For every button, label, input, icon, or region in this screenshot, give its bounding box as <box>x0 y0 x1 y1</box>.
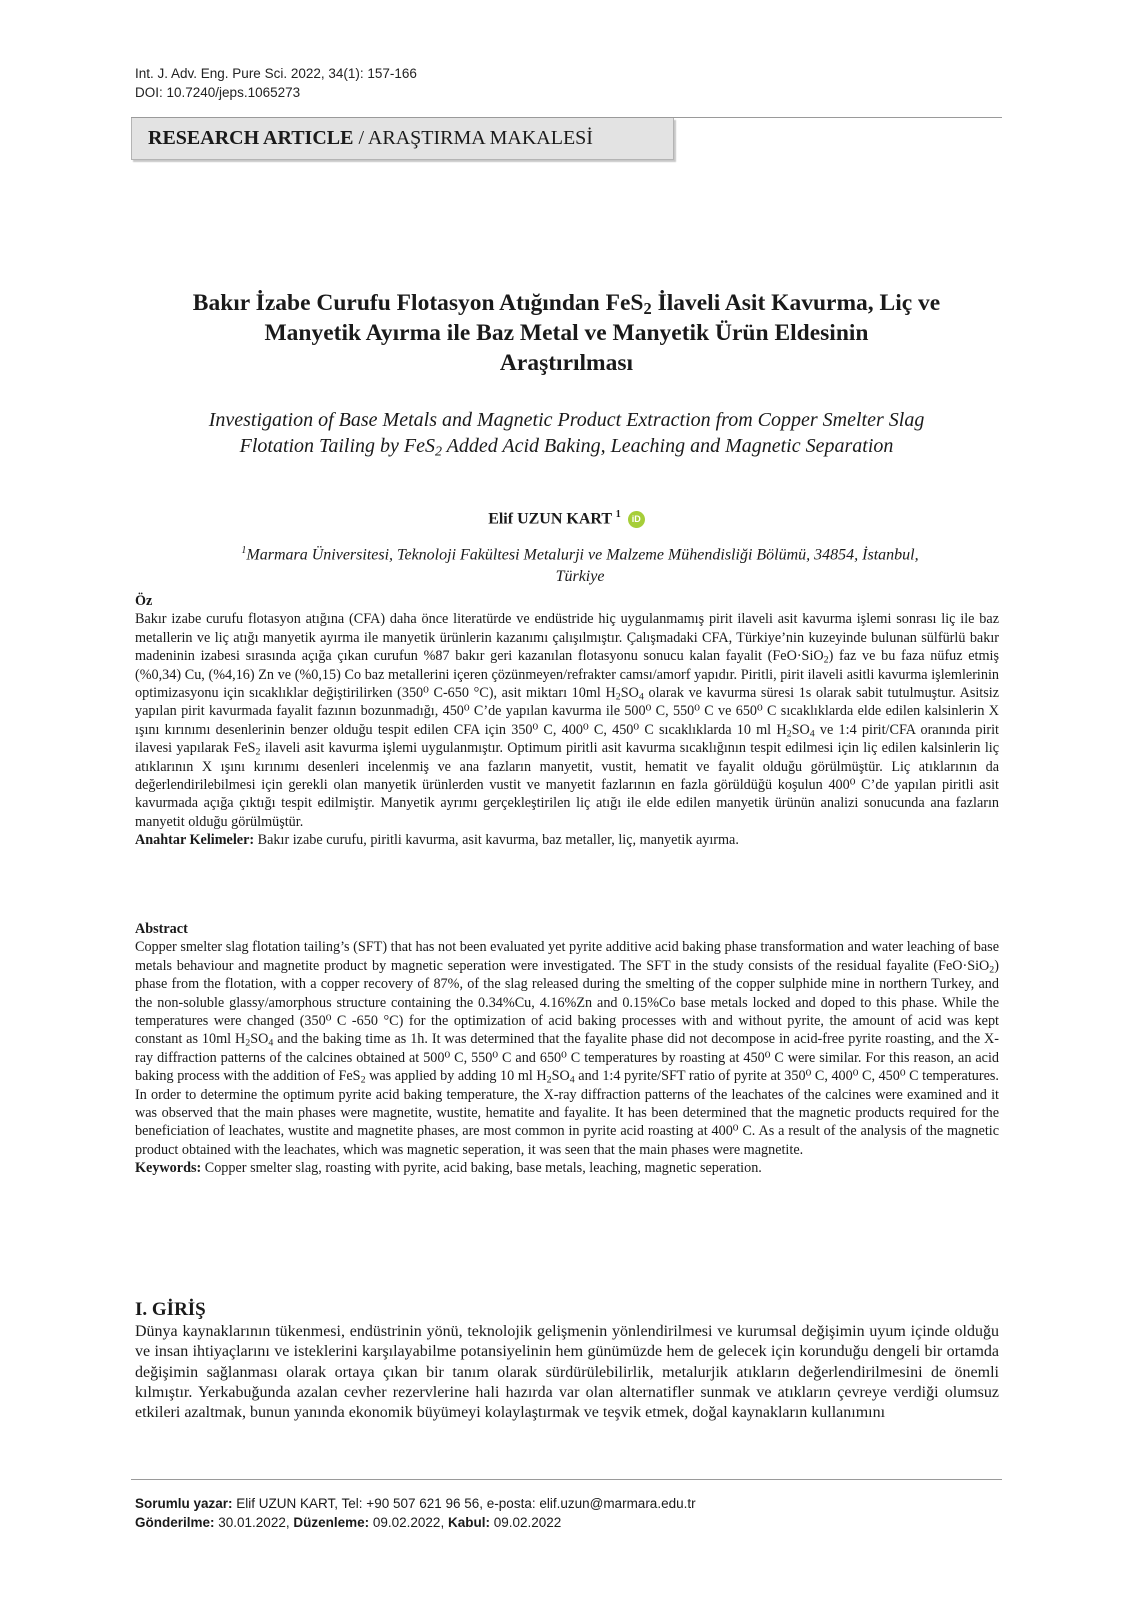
accepted-date: 09.02.2022 <box>489 1515 562 1530</box>
title-en-text: Flotation Tailing by FeS <box>239 435 435 457</box>
title-en-line-1: Investigation of Base Metals and Magnetic Product Extraction from Copper Smelter Slag <box>208 409 925 431</box>
intro-paragraph: Dünya kaynaklarının tükenmesi, endüstrinin yönü, teknolojik gelişmenin yönlendirilmesi ve kurumsal değişimin uyum içinde olduğu ve insan ihtiyaçlarını ve isteklerini karşılayabilme potansiyelinin hem günümüzde hem de gelecek için korunduğu dengeli bir ortamda değişimin sağlanması olarak ortaya çıkan bir tanım olarak sürdürülebilirlik, metalurjik atıkların değerlendirilmesini de önemli kılmıştır. Yerkabuğunda azalan cevher rezervlerine hali hazırda var olan alternatifler sunmak ve atıkların çevreye verdiği olumsuz etkileri azaltmak, bunun yanında ekonomik büyümeyi kolaylaştırmak ve teşvik etmek, doğal kaynakların kullanımını <box>135 1323 999 1422</box>
oz-keywords <box>135 831 999 849</box>
oz-subscript: 2 <box>255 746 261 758</box>
title-en-line-2 <box>131 433 1002 459</box>
author-line <box>131 505 1002 529</box>
oz-heading: Öz <box>135 593 153 609</box>
abstract-subscript: 2 <box>245 1037 251 1049</box>
title-tr-subscript: 2 <box>643 299 652 319</box>
author-affiliation-mark: 1 <box>615 509 621 520</box>
abstract-text: Copper smelter slag flotation tailing’s (SFT) that has not been evaluated yet pyrite additive acid baking phase transformation and water leaching of base metals behaviour and magnetite product by magnetic seperation were investigated. The SFT in the study consists of the residual fayalite (FeO·SiO <box>135 939 999 974</box>
abstract-text: SO <box>250 1031 269 1048</box>
abstract-section <box>135 920 999 1178</box>
abstract-heading: Abstract <box>135 921 188 937</box>
revised-date: 09.02.2022, <box>369 1515 448 1530</box>
oz-paragraph <box>135 610 999 831</box>
oz-text: ve 1:4 pirit/CFA oranında pirit ilavesi yapılarak FeS <box>135 721 999 757</box>
title-en-text: Added Acid Baking, Leaching and Magnetic Separation <box>441 435 894 457</box>
affiliation-text: Marmara Üniversitesi, Teknoloji Fakültesi Metalurji ve Malzeme Mühendisliği Bölümü, 34854, İstanbul, <box>246 546 919 564</box>
affiliation <box>180 540 980 588</box>
oz-text: ilaveli asit kavurma işlemi uygulanmıştır. Optimum piritli asit kavurma sıcaklığının tespit edilmesi için liç edilen kalsinlerin liç atıklarının X ışını kırınımı desenleri incelenmiş ve ana fazların manyetit, vustit, hematit ve fayalit olduğu görülmüştür. Liç atıklarının da değerlendirilebilmesi için gerekli olan manyetik ürünlerden vustit ve manyetit fazlarının en fazla görüldüğü koşulun 400⁰ C’de yapılan piritli asit kavurmada açığa çıktığı tespit edilmiştir. Manyetik ayrımı gerçekleştirilen liç atığı ile elde edilen manyetik ürünün analizi sonucunda ana fazların manyetit olduğu görülmüştür. <box>135 740 999 830</box>
title-tr-line-1 <box>131 288 1002 318</box>
footer-divider <box>131 1479 1002 1480</box>
oz-subscript: 4 <box>638 691 644 703</box>
article-type-separator: / <box>353 127 368 149</box>
corresponding-label: Sorumlu yazar: <box>135 1496 233 1511</box>
abstract-text: and 1:4 pyrite/SFT ratio of pyrite at 350⁰ C, 400⁰ C, 450⁰ C temperatures. In order to determine the optimum pyrite acid baking temperature, the X-ray diffraction patterns of the leachates of the calcines were examined and it was observed that the main phases were magnetite, wustite, hematite and fayalite. It has been determined that the magnetic products required for the beneficiation of leachates, wustite and magnetite phases, are most common in pyrite acid roasting at 400⁰ C. As a result of the analysis of the magnetic product obtained with the leachates, which was magnetic seperation, it was seen that the main phases were magnetite. <box>135 1068 999 1158</box>
journal-header <box>135 64 417 102</box>
journal-doi: DOI: 10.7240/jeps.1065273 <box>135 85 301 100</box>
submitted-label: Gönderilme: <box>135 1515 215 1530</box>
abstract-text: SO <box>551 1068 570 1085</box>
abstract-subscript: 4 <box>569 1074 575 1086</box>
abstract-keywords-text: Copper smelter slag, roasting with pyrite, acid baking, base metals, leaching, magnetic seperation. <box>201 1160 762 1177</box>
abstract-paragraph <box>135 938 999 1159</box>
orcid-icon[interactable]: iD <box>628 511 645 528</box>
abstract-text: and the baking time as 1h. It was determined that the fayalite phase did not decompose in acid-free pyrite roasting, and the X-ray diffraction patterns of the calcines obtained at 500⁰ C, 550⁰ C and 650⁰ C temperatures by roasting at 450⁰ C were similar. For this reason, an acid baking process with the addition of FeS <box>135 1031 999 1085</box>
oz-keywords-text: Bakır izabe curufu, piritli kavurma, asit kavurma, baz metaller, liç, manyetik ayırma. <box>254 832 739 849</box>
abstract-text: was applied by adding 10 ml H <box>365 1068 547 1085</box>
article-dates <box>135 1513 696 1532</box>
oz-text: ) faz ve bu faza nüfuz etmiş (%0,34) Cu, (%4,16) Zn ve (%0,15) Co baz metallerini içeren çözünmeyen/refrakter camsı/amorf yapıdır. Piritli, pirit ilaveli asitli kavurma işlemlerinin optimizasyonu için sıcaklıklar değiştirilirken (350⁰ C-650 °C), asit miktarı 10ml H <box>135 648 999 702</box>
accepted-label: Kabul: <box>447 1515 490 1530</box>
article-type-tr: ARAŞTIRMA MAKALESİ <box>367 127 593 149</box>
oz-subscript: 2 <box>786 728 792 740</box>
abstract-subscript: 2 <box>360 1074 366 1086</box>
oz-keywords-label: Anahtar Kelimeler: <box>135 832 255 849</box>
corresponding-text: Elif UZUN KART, Tel: +90 507 621 96 56, e-posta: elif.uzun@marmara.edu.tr <box>232 1496 696 1511</box>
oz-subscript: 2 <box>823 654 829 666</box>
revised-label: Düzenleme: <box>293 1515 370 1530</box>
journal-citation: Int. J. Adv. Eng. Pure Sci. 2022, 34(1): 157-166 <box>135 66 417 81</box>
article-type-en: RESEARCH ARTICLE <box>148 127 354 149</box>
article-type-banner <box>131 118 674 160</box>
title-tr-line-3: Araştırılması <box>499 350 634 376</box>
title-turkish <box>131 288 1002 378</box>
affiliation-line-1 <box>180 540 980 566</box>
abstract-subscript: 2 <box>989 964 995 976</box>
submitted-date: 30.01.2022, <box>214 1515 294 1530</box>
affiliation-line-2: Türkiye <box>555 568 605 586</box>
oz-text: olarak ve kavurma süresi 1s olarak sabit tutulmuştur. Asitsiz yapılan pirit kavurmada fayalit fazının bozunmadığı, 450⁰ C’de yapılan kavurma ile 500⁰ C, 550⁰ C ve 650⁰ C sıcaklıklarda elde edilen kalsinlerin X ışını kırınımı desenlerinin benzer olduğu tespit edilen CFA için 350⁰ C, 400⁰ C, 450⁰ C sıcaklıklarda 10 ml H <box>135 685 1000 738</box>
author-name: Elif UZUN KART <box>488 510 612 528</box>
oz-subscript: 2 <box>615 691 621 703</box>
abstract-subscript: 2 <box>546 1074 552 1086</box>
abstract-keywords-label: Keywords: <box>135 1160 202 1177</box>
oz-subscript: 4 <box>809 728 815 740</box>
oz-section <box>135 592 999 850</box>
title-tr-text: İlaveli Asit Kavurma, Liç ve <box>651 290 941 316</box>
title-tr-line-2: Manyetik Ayırma ile Baz Metal ve Manyetik Ürün Eldesinin <box>264 320 869 346</box>
footer <box>135 1494 696 1532</box>
intro-heading: I. GİRİŞ <box>135 1299 206 1320</box>
affiliation-mark: 1 <box>241 545 247 556</box>
title-tr-text: Bakır İzabe Curufu Flotasyon Atığından FeS <box>192 290 644 316</box>
abstract-keywords <box>135 1159 999 1177</box>
oz-text: SO <box>620 685 639 702</box>
corresponding-author <box>135 1494 696 1513</box>
abstract-text: ) phase from the flotation, with a copper recovery of 87%, of the slag released during the smelting of the copper sulphide mine in northern Turkey, and the non-soluble glassy/amorphous structure containing the 0.34%Cu, 4.16%Zn and 0.15%Co base metals locked and doped to this phase. While the temperatures were changed (350⁰ C -650 °C) for the optimization of acid baking processes with and without pyrite, the amount of acid was kept constant as 10ml H <box>135 957 999 1048</box>
abstract-subscript: 4 <box>268 1037 274 1049</box>
oz-text: Bakır izabe curufu flotasyon atığına (CFA) daha önce literatürde ve endüstride hiç uygulanmamış pirit ilaveli asit kavurma işlemi sonrası liç ile baz metallerin ve liç atığı manyetik ayırma ile manyetik ürünlerin kazanımı çalışılmıştır. Çalışmadaki CFA, Türkiye’nin kuzeyinde bulunan sülfürlü bakır madeninin izabesi sırasında açığa çıkan curufun %87 bakır geri kazanılan flotasyonu sonucu kalan fayalit (FeO·SiO <box>135 611 999 665</box>
title-english <box>131 407 1002 459</box>
title-en-subscript: 2 <box>434 444 442 460</box>
oz-text: SO <box>791 721 810 738</box>
